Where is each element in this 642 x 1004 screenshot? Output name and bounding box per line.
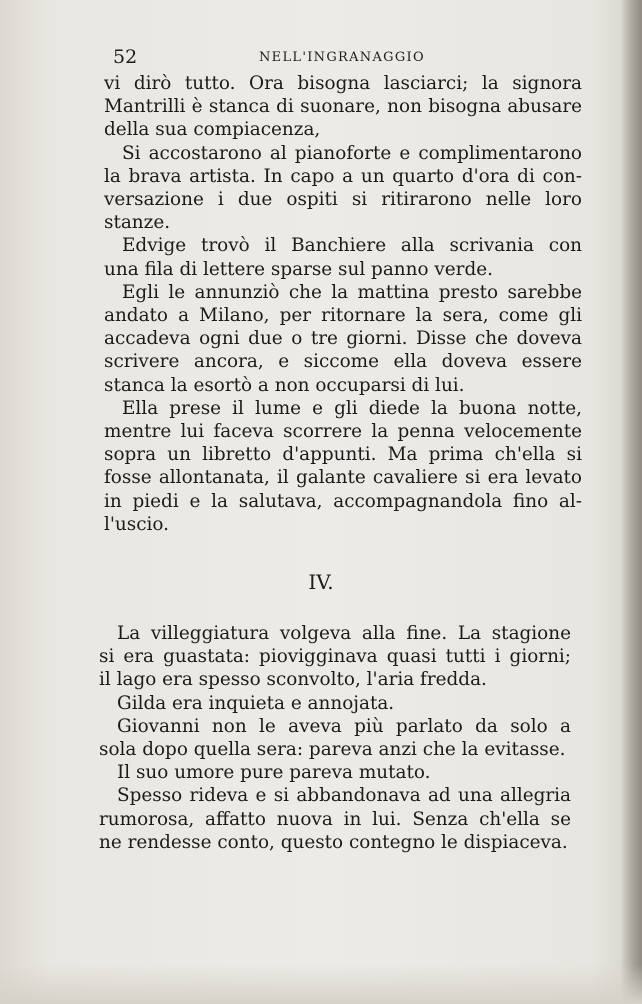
text-line: andato a Milano, per ritornare la sera, come gli (104, 305, 582, 327)
page-bottom-shadow (0, 964, 642, 1004)
text-line: il lago era spesso sconvolto, l'aria fredda. (99, 669, 487, 691)
text-line: della sua compiacenza, (104, 119, 321, 141)
section-1-text (104, 72, 582, 536)
text-line: La villeggiatura volgeva alla fine. La stagione (117, 623, 571, 644)
section-2-text (99, 622, 571, 854)
text-line: ne rendesse conto, questo contegno le dispiaceva. (99, 831, 568, 853)
text-line: Il suo umore pure pareva mutato. (117, 762, 431, 784)
text-line: sopra un libretto d'appunti. Ma prima ch'ella si (104, 444, 582, 466)
page-number: 52 (113, 46, 138, 68)
text-line: una fila di lettere sparse sul panno verde. (104, 258, 493, 280)
text-line: scrivere ancora, e siccome ella doveva essere (104, 351, 582, 373)
running-head: NELL'INGRANAGGIO (259, 50, 425, 65)
text-line: versazione i due ospiti si ritirarono nelle loro (104, 189, 582, 211)
text-line: l'uscio. (104, 513, 169, 535)
page-header (113, 46, 573, 72)
text-line: rumorosa, affatto nuova in lui. Senza ch'ella se (99, 808, 571, 830)
text-line: Egli le annunziò che la mattina presto sarebbe (122, 281, 582, 303)
text-line: stanze. (104, 212, 171, 234)
text-line: la brava artista. In capo a un quarto d'ora di con- (104, 165, 582, 187)
text-line: Ella prese il lume e gli diede la buona notte, (122, 397, 582, 419)
chapter-heading: IV. (308, 570, 334, 594)
text-line: Spesso rideva e si abbandonava ad una allegria (117, 785, 571, 807)
text-line: si era guastata: piovigginava quasi tutti i giorni; (99, 646, 571, 668)
text-line: Edvige trovò il Banchiere alla scrivania con (122, 235, 582, 257)
text-line: Si accostarono al pianoforte e complimentarono (122, 142, 582, 164)
text-line: stanca la esortò a non occuparsi di lui. (104, 374, 465, 396)
page-edge-shadow (620, 0, 642, 1004)
text-line: in piedi e la salutava, accompagnandola fino al- (104, 490, 582, 512)
text-line: accadeva ogni due o tre giorni. Disse che doveva (104, 328, 582, 350)
text-line: fosse allontanata, il galante cavaliere si era levato (104, 467, 582, 489)
text-line: Giovanni non le aveva più parlato da solo a (117, 715, 571, 737)
text-line: Gilda era inquieta e annojata. (117, 692, 395, 714)
text-line: vi dirò tutto. Ora bisogna lasciarci; la signora (104, 73, 582, 94)
text-line: sola dopo quella sera: pareva anzi che la evitasse. (99, 739, 566, 761)
text-line: mentre lui faceva scorrere la penna velocemente (104, 421, 582, 443)
text-line: Mantrilli è stanca di suonare, non bisogna abusare (104, 96, 582, 118)
